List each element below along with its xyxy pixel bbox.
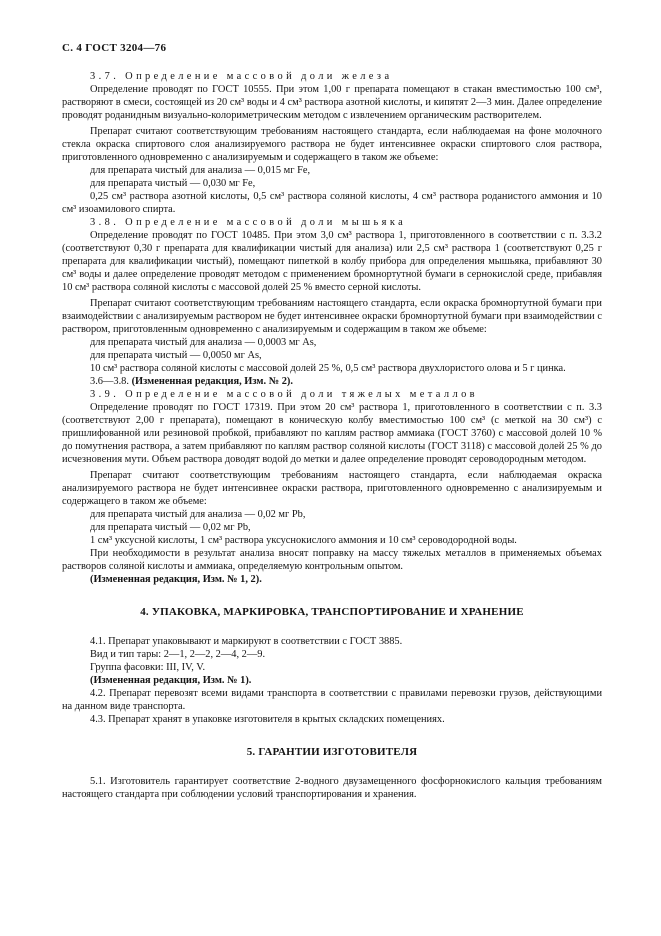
- section-4-container-types: Вид и тип тары: 2—1, 2—2, 2—4, 2—9.: [90, 649, 266, 660]
- section-4-3: 4.3. Препарат хранят в упаковке изготовителя в крытых складских помещениях.: [90, 714, 445, 725]
- section-3-6-3-8-edit-note: [62, 375, 602, 388]
- section-3-8-line-2: для препарата чистый — 0,0050 мг As,: [90, 350, 262, 361]
- section-3-7-line-2: для препарата чистый — 0,030 мг Fe,: [90, 178, 256, 189]
- section-3-7-line-3: 0,25 см³ раствора азотной кислоты, 0,5 см³ раствора соляной кислоты, 4 см³ раствора роданистого аммония и 10 см³ изоамилового спирта.: [62, 191, 602, 215]
- section-3-9-text: Определение проводят по ГОСТ 17319. При этом 20 см³ раствора 1, приготовленного в соответствии с п. 3.3 (соответствуют 2,00 г препарата), помещают в коническую колбу вместимостью 100 см³ (с меткой на 30 см³) с пришлифованной или резиновой пробкой, прибавляют по каплям раствор аммиака (ГОСТ 3760) с массовой долей 10 % до помутнения раствора, а затем прибавляют по каплям раствор соляной кислоты (ГОСТ 3118) с массовой долей 25 % до исчезновения мути. Объем раствора доводят водой до метки и далее определение проводят сероводородным методом.: [62, 402, 602, 465]
- edit-note-number: 3.6—3.8.: [90, 376, 129, 387]
- section-4-edit-note: (Измененная редакция, Изм. № 1).: [90, 675, 252, 686]
- section-3-9-edit-note: (Измененная редакция, Изм. № 1, 2).: [90, 574, 262, 585]
- section-3-7-line-1: для препарата чистый для анализа — 0,015 мг Fe,: [90, 165, 311, 176]
- section-3-9-criterion: Препарат считают соответствующим требованиям настоящего стандарта, если наблюдаемая окраска анализируемого раствора не будет интенсивнее окраски раствора, приготовленного одновременно с анализируемым и содержащего в таком же объеме:: [62, 470, 602, 507]
- section-3-8-line-3: 10 см³ раствора соляной кислоты с массовой долей 25 %, 0,5 см³ раствора двухлористого олова и 5 г цинка.: [90, 363, 566, 374]
- page-header: С. 4 ГОСТ 3204—76: [62, 42, 167, 54]
- edit-note-text: (Измененная редакция, Изм. № 2).: [131, 376, 293, 387]
- section-3-7-title: 3.7. Определение массовой доли железа: [90, 71, 393, 82]
- section-3-9-line-2: для препарата чистый — 0,02 мг Pb,: [90, 522, 251, 533]
- section-3-9-title: 3.9. Определение массовой доли тяжелых металлов: [90, 389, 478, 400]
- section-3-8-line-1: для препарата чистый для анализа — 0,0003 мг As,: [90, 337, 317, 348]
- document-body: [62, 70, 602, 801]
- section-4-2: 4.2. Препарат перевозят всеми видами транспорта в соответствии с правилами перевозки грузов, действующими на данном виде транспорта.: [62, 688, 602, 712]
- section-5-heading: 5. ГАРАНТИИ ИЗГОТОВИТЕЛЯ: [246, 746, 418, 758]
- section-4-1: 4.1. Препарат упаковывают и маркируют в соответствии с ГОСТ 3885.: [90, 636, 403, 647]
- section-4-packing-group: Группа фасовки: III, IV, V.: [90, 662, 206, 673]
- section-3-9-note: При необходимости в результат анализа вносят поправку на массу тяжелых металлов в применяемых объемах растворов соляной кислоты и аммиака, определяемую контрольным опытом.: [62, 548, 602, 572]
- section-5-1: 5.1. Изготовитель гарантирует соответствие 2-водного двузамещенного фосфорнокислого кальция требованиям настоящего стандарта при соблюдении условий транспортирования и хранения.: [62, 776, 602, 800]
- section-3-7-text: Определение проводят по ГОСТ 10555. При этом 1,00 г препарата помещают в стакан вместимостью 100 см³, растворяют в смеси, состоящей из 20 см³ воды и 4 см³ раствора азотной кислоты, и кипятят 2—3 мин. Далее определение проводят роданидным визуально-колориметрическим методом с извлечением органическим растворителем.: [62, 84, 602, 121]
- section-3-9-line-3: 1 см³ уксусной кислоты, 1 см³ раствора уксуснокислого аммония и 10 см³ сероводородной воды.: [90, 535, 517, 546]
- section-3-9-line-1: для препарата чистый для анализа — 0,02 мг Pb,: [90, 509, 306, 520]
- section-3-7-criterion: Препарат считают соответствующим требованиям настоящего стандарта, если наблюдаемая на фоне молочного стекла окраска спиртового слоя анализируемого раствора не будет интенсивнее окраски спиртового слоя раствора, приготовленного одновременно с анализируемым и содержащего в таком же объеме:: [62, 126, 602, 163]
- section-3-8-criterion: Препарат считают соответствующим требованиям настоящего стандарта, если окраска бромнортутной бумаги при взаимодействии с анализируемым раствором не будет интенсивнее окраски бромнортутной бумаги при взаимодействии с раствором, приготовленным одновременно с анализируемым и содержащим в таком же объеме:: [62, 298, 602, 335]
- section-3-8-text: Определение проводят по ГОСТ 10485. При этом 3,0 см³ раствора 1, приготовленного в соответствии с п. 3.3.2 (соответствуют 0,30 г препарата для квалификации чистый для анализа) или 2,5 см³ раствора 1 (соответствуют 0,25 г препарата для квалификации чистый), помещают пипеткой в колбу прибора для определения мышьяка, прибавляют 30 см³ воды и далее определение проводят методом с применением бромнортутной бумаги в сернокислой среде, прибавляя 10 см³ раствора соляной кислоты с массовой долей 25 % вместо серной кислоты.: [62, 230, 602, 293]
- section-4-heading: 4. УПАКОВКА, МАРКИРОВКА, ТРАНСПОРТИРОВАНИЕ И ХРАНЕНИЕ: [140, 606, 524, 618]
- section-3-8-title: 3.8. Определение массовой доли мышьяка: [90, 217, 407, 228]
